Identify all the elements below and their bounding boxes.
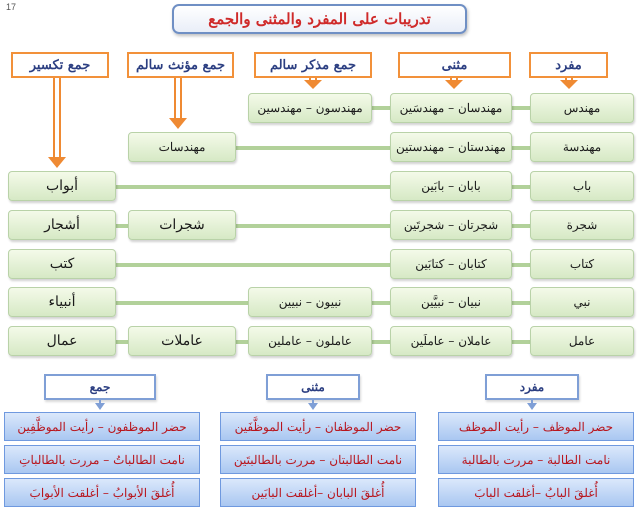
example-mufrad: نامت الطالبة – مررت بالطالبة — [438, 445, 634, 474]
example-mufrad: حضر الموظف – رأيت الموظف — [438, 412, 634, 441]
cell-muthanna: شجرتان – شجرتَين — [390, 210, 512, 240]
label-mufrad: مفرد — [485, 374, 579, 400]
example-jam: حضر الموظفون – رأيت الموظَّفِين — [4, 412, 200, 441]
cell-jam-muannath: مهندسات — [128, 132, 236, 162]
example-mufrad: أُغلقَ البابُ –أغلقت البابَ — [438, 478, 634, 507]
cell-mufrad: مهندس — [530, 93, 634, 123]
connector-line — [234, 224, 392, 228]
header-jam-mudhakkar: جمع مذكر سالم — [254, 52, 372, 78]
cell-jam-taksir: عمال — [8, 326, 116, 356]
connector-line — [510, 185, 532, 189]
cell-jam-taksir: أبواب — [8, 171, 116, 201]
cell-mufrad: شجرة — [530, 210, 634, 240]
example-muthanna: نامت الطالبتان – مررت بالطالبتَين — [220, 445, 416, 474]
page-number: 17 — [6, 2, 17, 12]
example-jam: نامت الطالباتُ – مررت بالطالباتِ — [4, 445, 200, 474]
arrow-down-icon — [95, 403, 105, 410]
connector-line — [510, 301, 532, 305]
connector-line — [114, 263, 392, 267]
arrow-down-icon — [304, 80, 322, 89]
arrow-down-icon — [308, 403, 318, 410]
cell-muthanna: بابان – بابَين — [390, 171, 512, 201]
arrow-down-icon — [48, 157, 66, 168]
arrow-down-icon — [527, 403, 537, 410]
arrow-down-icon — [174, 78, 182, 118]
cell-jam-muannath: شجرات — [128, 210, 236, 240]
arrow-down-icon — [53, 78, 61, 158]
label-muthanna: مثنى — [266, 374, 360, 400]
connector-line — [370, 106, 392, 110]
cell-jam-taksir: أنبياء — [8, 287, 116, 317]
arrow-down-icon — [445, 80, 463, 89]
cell-muthanna: عاملان – عاملَين — [390, 326, 512, 356]
example-jam: أُغلقَ الأبوابُ – أغلقت الأبوابَ — [4, 478, 200, 507]
cell-jam-mudhakkar: نبيون – نبيين — [248, 287, 372, 317]
page-title: تدريبات على المفرد والمثنى والجمع — [172, 4, 467, 34]
example-muthanna: أُغلقَ البابان –أغلقت البابَين — [220, 478, 416, 507]
connector-line — [234, 146, 392, 150]
connector-line — [510, 224, 532, 228]
example-muthanna: حضر الموظفان – رأيت الموظَّفَين — [220, 412, 416, 441]
connector-line — [114, 301, 250, 305]
cell-muthanna: مهندسان – مهندسَين — [390, 93, 512, 123]
arrow-down-icon — [560, 80, 578, 89]
cell-mufrad: عامل — [530, 326, 634, 356]
cell-mufrad: باب — [530, 171, 634, 201]
connector-line — [510, 263, 532, 267]
cell-mufrad: كتاب — [530, 249, 634, 279]
cell-jam-mudhakkar: مهندسون – مهندسين — [248, 93, 372, 123]
cell-mufrad: نبي — [530, 287, 634, 317]
cell-muthanna: مهندستان – مهندستين — [390, 132, 512, 162]
connector-line — [370, 301, 392, 305]
header-jam-taksir: جمع تكسير — [11, 52, 109, 78]
connector-line — [510, 340, 532, 344]
connector-line — [510, 106, 532, 110]
connector-line — [370, 340, 392, 344]
connector-line — [510, 146, 532, 150]
connector-line — [114, 185, 392, 189]
arrow-down-icon — [169, 118, 187, 129]
header-mufrad: مفرد — [529, 52, 608, 78]
cell-jam-taksir: أشجار — [8, 210, 116, 240]
cell-mufrad: مهندسة — [530, 132, 634, 162]
label-jam: جمع — [44, 374, 156, 400]
cell-jam-taksir: كتب — [8, 249, 116, 279]
cell-muthanna: نبيان – نبيَّين — [390, 287, 512, 317]
cell-muthanna: كتابان – كتابَين — [390, 249, 512, 279]
header-jam-muannath: جمع مؤنث سالم — [127, 52, 234, 78]
cell-jam-muannath: عاملات — [128, 326, 236, 356]
header-muthanna: مثنى — [398, 52, 511, 78]
cell-jam-mudhakkar: عاملون – عاملين — [248, 326, 372, 356]
